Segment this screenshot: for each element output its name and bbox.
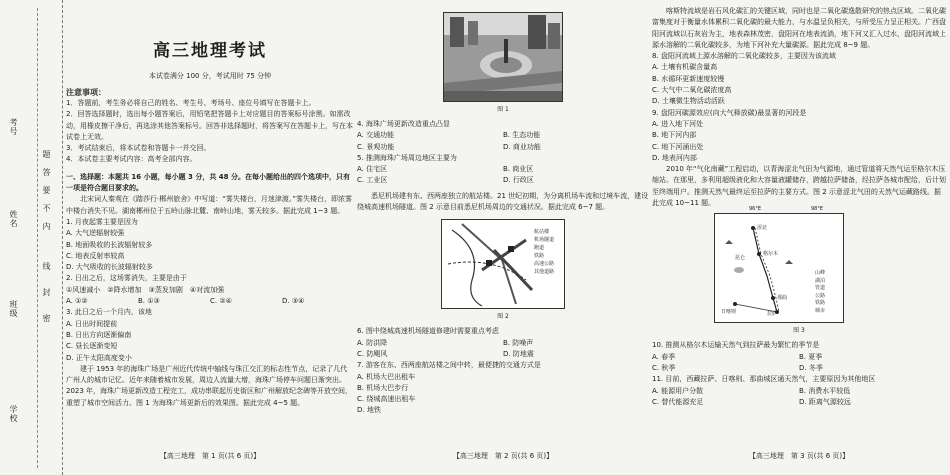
legend-item: 铁路 — [815, 300, 826, 307]
page-2 — [357, 0, 649, 475]
option: A. 春季 — [652, 352, 676, 361]
map-legend — [815, 270, 825, 315]
option: C. ②④ — [210, 297, 232, 306]
question-stem: 1. 月夜起雾主要是因为 — [66, 217, 138, 226]
legend-item: 机场隧道 — [534, 237, 555, 244]
legend-item: 航站楼 — [534, 229, 550, 236]
map-place-label: 昆仑 — [735, 255, 746, 262]
map-legend — [534, 228, 554, 276]
figure-caption: 图 3 — [793, 327, 805, 335]
option: B. 生态功能 — [503, 131, 541, 140]
option: D. 正午太阳高度变小 — [66, 353, 132, 362]
option: B. ①③ — [138, 297, 160, 306]
exam-meta: 本试卷满分 100 分，考试用时 75 分钟 — [148, 72, 272, 80]
longitude-label: 96°E — [749, 206, 762, 213]
option: C. 地表反射率较高 — [66, 251, 125, 260]
passage: 悉尼机场建有东、西两座独立的航站楼。21 世纪初期，为分离机场车流和过境车流，建设绕城高速机场隧道。图 2 示意目前悉尼机场周边的交通状况。据此完成 6~7 题。 — [357, 191, 649, 212]
notice-item: 1．答题前，考生务必将自己的姓名、考生号、考场号、座位号填写在答题卡上。 — [66, 99, 316, 107]
page-1 — [66, 0, 354, 475]
exam-number-label: 考号 — [9, 118, 18, 136]
option: D. 大气吸收的长波辐射较多 — [66, 263, 153, 272]
question-stem: 11. 目前，西藏拉萨、日喀则、那曲城区通天然气，主要原因为其他地区 — [652, 375, 876, 384]
option-row — [357, 349, 649, 360]
option: D. 冬季 — [799, 363, 823, 372]
legend-item: 其他道路 — [534, 269, 555, 276]
map-place-label: 日喀则 — [721, 309, 737, 316]
map-place-label: 格尔木 — [763, 251, 779, 258]
option: B. 日出方向逐渐偏南 — [66, 330, 132, 339]
option: D. 土壤微生物活动活跃 — [652, 97, 725, 106]
map-place-label: 涩北 — [757, 225, 768, 232]
option: A. ①② — [66, 297, 88, 306]
option: D. 商业功能 — [503, 142, 541, 151]
option: A. 土壤有机碳含量高 — [652, 63, 718, 72]
question-stem: 5. 推测海珠广场周边地区主要为 — [357, 153, 457, 162]
question-stem: 6. 图中绕城高速机场隧道修建时需要重点考虑 — [357, 327, 499, 336]
map-place-label: 那曲 — [777, 295, 788, 302]
option: D. 地表河内部 — [652, 153, 697, 162]
notice-heading: 注意事项： — [66, 88, 106, 97]
option: A. 住宅区 — [357, 165, 388, 174]
passage: 建于 1953 年的海珠广场是广州近代传统中轴线与珠江交汇的标志性节点，记录了几代广州人的城市记忆。近年来随着城市发展，周边人流量大增，海珠广场停车问题日渐突出。2023 年，海珠广场更新改造工程完工，成功串联起历史街区和广州解放纪念碑等开放空间，重塑了城市空间活力。图 1 为海珠广场更新后的效果图。据此完成 4~5 题。 — [66, 364, 353, 407]
cut-mark: 密 — [42, 314, 51, 323]
option: C. 景观功能 — [357, 142, 395, 151]
option-row — [652, 363, 946, 374]
option: C. 大气中二氧化碳浓度高 — [652, 86, 732, 95]
option: D. 行政区 — [503, 176, 534, 185]
option: B. 商业区 — [503, 165, 534, 174]
page-3 — [652, 0, 946, 475]
cut-mark: 要 — [42, 186, 51, 195]
legend-item: 铁路 — [534, 253, 545, 260]
legend-item: 湖泊 — [815, 277, 826, 284]
question-stem: 9. 盘阳河碳源效应(向大气释放碳)最显著的河段是 — [652, 108, 807, 117]
cut-mark: 不 — [42, 204, 51, 213]
passage: 2010 年“气化南藏”工程启动，以青海涩北气田为气源地，通过管道将天然气运至格尔木压缩站。在那里，多利用超级液化和大容量液罐储存，跨越拉萨储备，经拉萨各城市配给，后计划至终端用户。推测天然气最终运至拉萨的主要方式。图 2 示意涩北气田的天然气运藏路线。据此完成 10~11 题。 — [652, 165, 946, 208]
option: C. 工业区 — [357, 176, 388, 185]
map-place-label: 拉萨 — [767, 311, 778, 318]
figure-caption: 图 2 — [497, 313, 509, 321]
option: C. 替代能源充足 — [652, 397, 704, 406]
page-footer: 【高三地理 第 1 页(共 6 页)】 — [159, 452, 261, 460]
option: A. 日出时间提前 — [66, 319, 118, 328]
option: B. 水循环更新速度较慢 — [652, 74, 725, 83]
question-stem: 8. 盘阳河流域上源水溶解的二氧化碳较多，主要因为该流域 — [652, 52, 836, 61]
option-row — [652, 397, 946, 408]
option: B. 机场大巴步行 — [357, 383, 409, 392]
question-items: ①风速减小 ②降水增加 ③蒸发加剧 ④对流加强 — [66, 285, 225, 294]
option: A. 交通功能 — [357, 131, 395, 140]
cut-mark: 答 — [42, 168, 51, 177]
plaza-photo-graphic — [444, 13, 562, 101]
option-row — [652, 352, 946, 363]
cut-mark: 题 — [42, 150, 51, 159]
plaza-rendering-image — [443, 12, 563, 102]
option: D. ③④ — [282, 297, 305, 306]
question-stem: 10. 推测从格尔木运输天然气到拉萨最为繁忙的季节是 — [652, 341, 820, 350]
school-label: 学校 — [9, 405, 18, 423]
cut-line — [37, 8, 38, 468]
cut-mark: 封 — [42, 288, 51, 297]
longitude-label: 98°E — [811, 206, 824, 213]
cut-mark: 内 — [42, 222, 51, 231]
pipeline-map — [714, 206, 844, 323]
name-label: 姓名 — [9, 210, 18, 228]
option-row — [652, 386, 946, 397]
notice-item: 2．回答选择题时，选出每小题答案后，用铅笔把答题卡上对应题目的答案标号涂黑。如需改动，用橡皮擦干净后，再选涂其他答案标号。回答非选择题时，将答案写在答题卡上，写在本试卷上无效。 — [66, 110, 353, 141]
option: A. 能源用户分散 — [652, 386, 704, 395]
legend-item: 公路 — [815, 292, 826, 299]
section-heading: 一、选择题：本题共 16 小题，每小题 3 分，共 48 分。在每小题给出的四个选项中，只有一项是符合题目要求的。 — [66, 172, 350, 193]
passage: 喀斯特流域是岩石风化碳汇的关键区域，同时也是二氧化碳逸散研究的热点区域。二氧化碳富集度对于衡量水体累积二氧化碳的最大能力，与水温呈负相关，与所受压力呈正相关。广西盘阳河流域以石灰岩为主，地表森林茂密，盘阳河在地表流淌，地下河又汇入过水，盘阳河流域上源水溶解的二氧化碳较多，为地下河补充大量碳源。据此完成 8~9 题。 — [652, 7, 946, 49]
option: A. 大气逆辐射较强 — [66, 229, 125, 238]
question-stem: 4. 海珠广场更新改造重点凸显 — [357, 120, 450, 128]
binding-strip — [0, 0, 63, 475]
option: B. 地面吸收的长波辐射较多 — [66, 240, 153, 249]
airport-map — [441, 219, 565, 309]
option-row — [357, 164, 649, 175]
option: B. 地下河内部 — [652, 131, 697, 140]
option: C. 防飓风 — [357, 349, 388, 358]
legend-item: 山峰 — [815, 270, 826, 277]
passage: 北宋词人秦观在《踏莎行·郴州旅舍》中写道：“雾失楼台，月迷津渡。”雾失楼台，即浓雾中楼台消失不见。湖南郴州位于五岭山脉北麓、南岭山地，雾天较多。据此完成 1~3 题。 — [66, 195, 352, 215]
option: C. 绕城高速出租车 — [357, 395, 416, 404]
legend-item: 跑道 — [534, 245, 545, 252]
option: B. 防噪声 — [503, 338, 534, 347]
option-row — [66, 296, 354, 307]
option: C. 地下河涌出处 — [652, 142, 704, 151]
page-footer: 【高三地理 第 3 页(共 6 页)】 — [748, 452, 850, 460]
page-footer: 【高三地理 第 2 页(共 6 页)】 — [452, 452, 554, 460]
figure-caption: 图 1 — [497, 106, 509, 113]
question-stem: 2. 日出之后，这场雾消失，主要是由于 — [66, 274, 187, 283]
option-row — [357, 338, 649, 349]
legend-item: 高速公路 — [534, 261, 555, 268]
class-label: 班级 — [9, 300, 18, 318]
exam-title: 高三地理考试 — [153, 41, 267, 61]
question-stem: 3. 此日之后一个月内，该地 — [66, 308, 152, 317]
option: B. 消费水平较低 — [799, 386, 851, 395]
option: C. 昼长逐渐变短 — [66, 342, 118, 351]
legend-item: 管道 — [815, 285, 826, 292]
option: A. 进入地下河处 — [652, 119, 704, 128]
option: D. 防地震 — [503, 349, 534, 358]
option: A. 防洪降 — [357, 338, 388, 347]
option: B. 夏季 — [799, 352, 823, 361]
option: D. 地铁 — [357, 406, 381, 415]
notice-item: 4．本试卷主要考试内容：高考全部内容。 — [66, 155, 197, 164]
option-row — [357, 130, 649, 141]
option: D. 距离气源较远 — [799, 397, 851, 406]
option-row — [357, 175, 649, 186]
question-stem: 7. 游客在东、西两座航站楼之间中转，最便捷的交通方式是 — [357, 361, 541, 370]
cut-mark: 线 — [42, 262, 51, 271]
option: C. 秋季 — [652, 363, 676, 372]
option-row — [357, 142, 649, 153]
notice-item: 3．考试结束后，将本试卷和答题卡一并交回。 — [66, 144, 211, 153]
legend-item: 城市 — [815, 307, 826, 314]
option: A. 机场大巴出租车 — [357, 372, 416, 381]
